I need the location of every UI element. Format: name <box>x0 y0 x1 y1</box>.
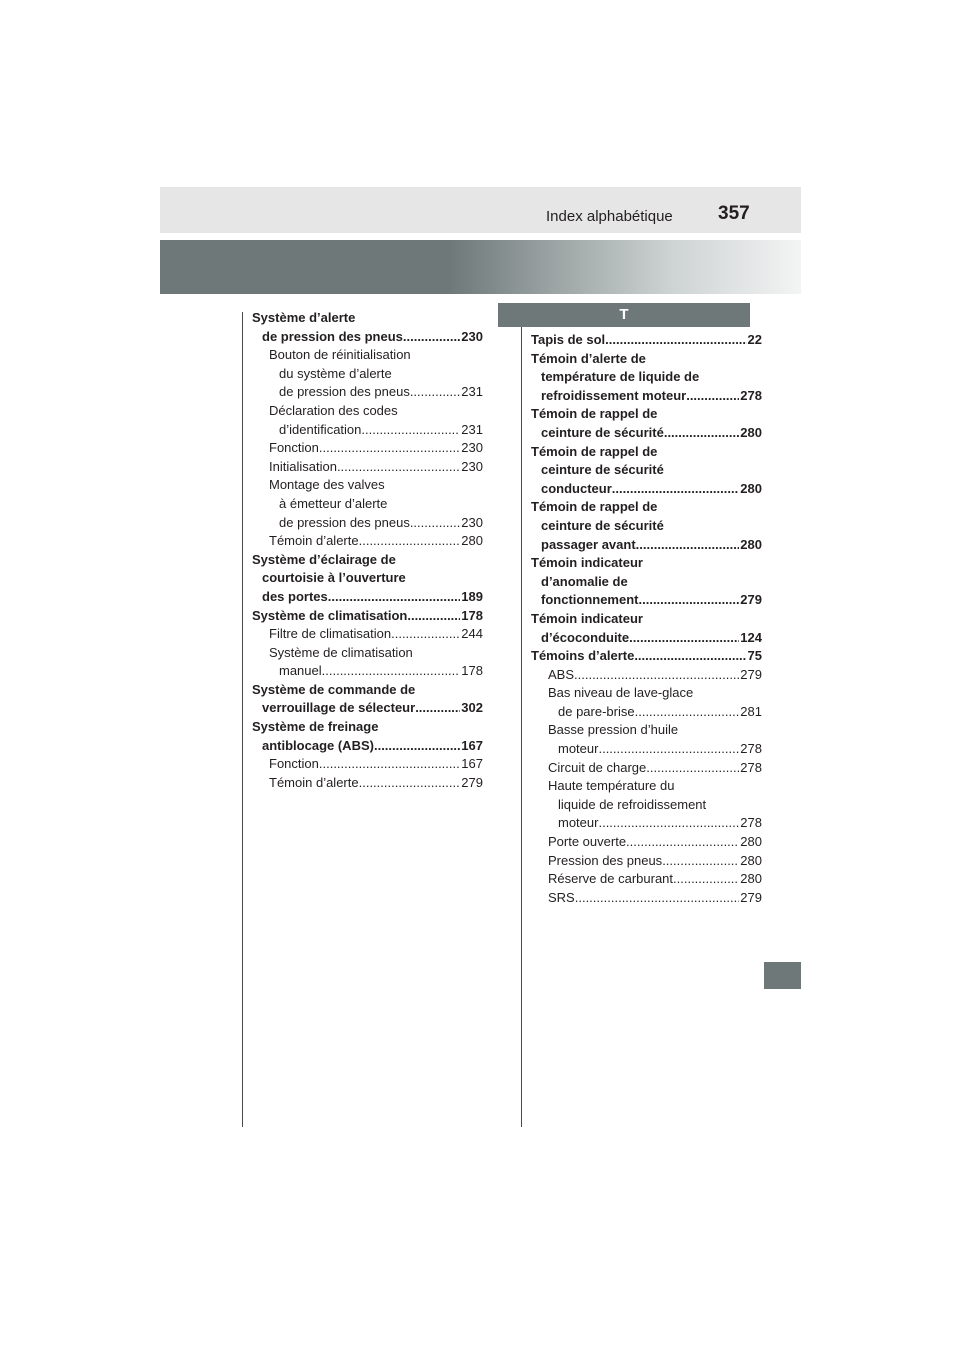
index-entry-text: fonctionnement <box>541 592 639 608</box>
index-entry-line: Déclaration des codes <box>269 402 398 418</box>
index-page-ref: 244 <box>461 626 483 642</box>
index-page-ref: 178 <box>461 663 483 679</box>
index-subentry <box>252 532 483 551</box>
header-bar <box>160 187 801 233</box>
index-entry-line: Témoin de rappel de <box>531 499 658 515</box>
index-page-ref: 178 <box>461 607 483 623</box>
index-page-ref: 280 <box>461 533 483 549</box>
index-entry-text: d’écoconduite <box>541 629 630 645</box>
index-entry-text: Circuit de charge <box>548 759 647 775</box>
index-entry-line <box>252 458 483 477</box>
index-page-ref: 280 <box>740 871 762 887</box>
dot-leader <box>636 536 740 555</box>
dot-leader <box>319 755 460 774</box>
index-entry-line: Système de freinage <box>252 719 379 735</box>
index-entry-text: refroidissement moteur <box>541 387 687 403</box>
index-entry <box>531 498 762 554</box>
index-entry-text: Filtre de climatisation <box>269 626 392 642</box>
dot-leader <box>337 458 460 477</box>
index-page-ref: 189 <box>461 588 483 604</box>
dot-leader <box>415 699 460 718</box>
dot-leader <box>635 703 740 722</box>
index-page-ref: 231 <box>461 384 483 400</box>
index-entry-line: d’anomalie de <box>541 573 628 589</box>
index-entry-line <box>252 774 483 793</box>
index-entry-line: Système de commande de <box>252 681 416 697</box>
index-entry-line: Système de climatisation <box>269 644 413 660</box>
dot-leader <box>322 662 461 681</box>
header-gradient-band <box>160 240 801 294</box>
index-entry-line <box>531 740 762 759</box>
left-column-rule <box>242 312 243 1127</box>
page-number: 357 <box>718 203 750 224</box>
index-entry-text: Témoin d’alerte <box>269 533 359 549</box>
index-entry-line: Témoin indicateur <box>531 610 643 626</box>
index-subentry <box>531 666 762 685</box>
index-entry <box>531 647 762 666</box>
dot-leader <box>639 591 740 610</box>
index-entry-text: Tapis de sol <box>531 332 606 347</box>
middle-column-rule <box>521 312 522 1127</box>
index-page-ref: 167 <box>461 756 483 772</box>
index-entry-text: Réserve de carburant <box>548 871 674 887</box>
index-subentry <box>252 476 483 532</box>
index-subentry <box>531 777 762 833</box>
index-subentry <box>531 759 762 778</box>
index-entry-line <box>252 439 483 458</box>
index-page-ref: 22 <box>747 332 762 347</box>
index-entry-line: Bas niveau de lave-glace <box>548 685 694 701</box>
index-page-ref: 279 <box>740 592 762 608</box>
dot-leader <box>328 588 461 607</box>
index-subentry <box>252 346 483 402</box>
section-letter-header: T <box>498 303 750 327</box>
index-entry-text: moteur <box>558 741 599 757</box>
index-entry-line <box>531 647 762 666</box>
index-page-ref: 279 <box>740 666 762 682</box>
index-entry-line <box>252 662 483 681</box>
index-entry-text: moteur <box>558 815 599 831</box>
index-column-right <box>531 331 762 907</box>
index-entry-line: Témoin indicateur <box>531 555 643 571</box>
dot-leader <box>359 532 461 551</box>
index-page-ref: 75 <box>747 648 762 664</box>
index-entry-line: Système d’éclairage de <box>252 551 396 567</box>
index-page-ref: 278 <box>740 815 762 831</box>
index-page-ref: 231 <box>461 421 483 437</box>
index-entry-line: Montage des valves <box>269 477 385 493</box>
index-entry-line <box>252 383 483 402</box>
index-entry-text: ceinture de sécurité <box>541 424 664 440</box>
index-entry-text: Système de climatisation <box>252 607 408 623</box>
index-page-ref: 278 <box>740 741 762 757</box>
index-entry-line: courtoisie à l’ouverture <box>262 570 406 586</box>
index-entry-text: Porte ouverte <box>548 834 627 850</box>
index-entry-line <box>531 331 762 350</box>
index-entry-line <box>531 889 762 908</box>
index-entry <box>252 551 483 607</box>
index-entry-text: de pression des pneus <box>279 514 410 530</box>
index-entry-text: Fonction <box>269 756 319 772</box>
index-entry <box>252 681 483 718</box>
index-entry-line <box>531 629 762 648</box>
index-entry <box>252 718 483 755</box>
index-entry-line <box>531 870 762 889</box>
index-entry-line <box>531 424 762 443</box>
index-entry <box>531 610 762 647</box>
index-page-ref: 279 <box>461 774 483 790</box>
dot-leader <box>361 421 460 440</box>
index-entry-text: passager avant <box>541 536 636 552</box>
index-entry-line <box>531 387 762 406</box>
page-title: Index alphabétique <box>546 208 673 225</box>
index-entry <box>252 607 483 626</box>
index-entry-text: Pression des pneus <box>548 852 663 868</box>
dot-leader <box>662 852 739 871</box>
index-page-ref: 279 <box>740 889 762 905</box>
index-subentry <box>531 721 762 758</box>
dot-leader <box>673 870 739 889</box>
index-entry-line <box>531 591 762 610</box>
dot-leader <box>575 889 740 908</box>
index-entry <box>531 554 762 610</box>
index-entry-line <box>252 532 483 551</box>
index-subentry <box>531 889 762 908</box>
index-page-ref: 280 <box>740 480 762 496</box>
index-entry <box>531 331 762 350</box>
index-entry-line <box>252 625 483 644</box>
index-entry-line: Témoin d’alerte de <box>531 350 646 366</box>
dot-leader <box>391 625 460 644</box>
index-entry-text: Fonction <box>269 440 319 456</box>
index-subentry <box>252 439 483 458</box>
dot-leader <box>634 647 746 666</box>
index-entry <box>531 443 762 499</box>
index-entry-line <box>531 666 762 685</box>
index-page-ref: 230 <box>461 440 483 456</box>
index-subentry <box>252 644 483 681</box>
index-entry-text: verrouillage de sélecteur <box>262 700 416 716</box>
index-page-ref: 230 <box>461 514 483 530</box>
index-subentry <box>252 774 483 793</box>
index-entry-line: à émetteur d’alerte <box>279 495 388 511</box>
dot-leader <box>410 514 460 533</box>
index-entry-text: de pression des pneus <box>262 328 403 344</box>
index-entry-text: Initialisation <box>269 458 337 474</box>
index-subentry <box>531 870 762 889</box>
index-page-ref: 278 <box>740 387 762 403</box>
index-page-ref: 280 <box>740 536 762 552</box>
dot-leader <box>403 328 460 347</box>
dot-leader <box>359 774 461 793</box>
index-subentry <box>252 458 483 477</box>
dot-leader <box>598 740 739 759</box>
chapter-tab <box>764 962 801 989</box>
index-entry-text: Témoins d’alerte <box>531 648 635 664</box>
index-entry-line <box>252 737 483 756</box>
index-entry-line <box>531 536 762 555</box>
index-entry-text: de pression des pneus <box>279 384 410 400</box>
dot-leader <box>319 439 460 458</box>
index-page-ref: 302 <box>461 700 483 716</box>
index-column-left <box>252 309 483 792</box>
index-entry-line: température de liquide de <box>541 369 700 385</box>
index-entry-text: manuel <box>279 663 322 679</box>
index-page-ref: 280 <box>740 834 762 850</box>
index-page-ref: 230 <box>461 458 483 474</box>
dot-leader <box>407 607 460 626</box>
index-page-ref: 167 <box>461 737 483 753</box>
index-entry-line: Bouton de réinitialisation <box>269 347 411 363</box>
index-entry <box>531 350 762 406</box>
index-page-ref: 280 <box>740 424 762 440</box>
index-entry-line: ceinture de sécurité <box>541 462 664 478</box>
index-subentry <box>252 755 483 774</box>
index-entry-text: Témoin d’alerte <box>269 774 359 790</box>
index-entry-line <box>531 759 762 778</box>
index-subentry <box>531 852 762 871</box>
dot-leader <box>664 424 739 443</box>
index-entry-line <box>531 480 762 499</box>
index-entry-line <box>252 328 483 347</box>
index-entry-text: des portes <box>262 588 328 604</box>
index-page-ref: 124 <box>740 629 762 645</box>
index-subentry <box>531 833 762 852</box>
index-entry-line <box>252 514 483 533</box>
index-entry-line: Basse pression d’huile <box>548 722 679 738</box>
index-entry-text: ABS <box>548 666 575 682</box>
index-entry-line <box>531 814 762 833</box>
index-page-ref: 278 <box>740 759 762 775</box>
index-entry <box>531 405 762 442</box>
dot-leader <box>410 383 460 402</box>
index-entry-text: antiblocage (ABS) <box>262 737 374 753</box>
dot-leader <box>686 387 739 406</box>
dot-leader <box>612 480 740 499</box>
index-entry-line: Témoin de rappel de <box>531 443 658 459</box>
index-entry-line <box>531 703 762 722</box>
index-subentry <box>252 402 483 439</box>
index-entry-line <box>252 755 483 774</box>
index-entry-line <box>252 588 483 607</box>
dot-leader <box>374 737 460 756</box>
dot-leader <box>646 759 739 778</box>
dot-leader <box>598 814 739 833</box>
index-entry-line: liquide de refroidissement <box>558 796 707 812</box>
index-entry-line <box>531 833 762 852</box>
index-subentry <box>252 625 483 644</box>
index-entry-line <box>252 421 483 440</box>
index-page-ref: 280 <box>740 852 762 868</box>
index-entry-text: de pare-brise <box>558 703 635 719</box>
index-entry-line <box>531 852 762 871</box>
index-page-ref: 230 <box>461 328 483 344</box>
index-entry-text: conducteur <box>541 480 612 496</box>
index-entry-line <box>252 699 483 718</box>
index-entry-line: Système d’alerte <box>252 310 356 325</box>
dot-leader <box>605 331 746 350</box>
index-page-ref: 281 <box>740 703 762 719</box>
index-subentry <box>531 684 762 721</box>
index-entry-line: du système d’alerte <box>279 365 392 381</box>
index-entry-line: Témoin de rappel de <box>531 406 658 422</box>
dot-leader <box>626 833 739 852</box>
index-entry <box>252 309 483 346</box>
index-entry-text: d’identification <box>279 421 362 437</box>
dot-leader <box>574 666 739 685</box>
dot-leader <box>629 629 739 648</box>
index-entry-line <box>252 607 483 626</box>
index-entry-line: Haute température du <box>548 778 675 794</box>
index-entry-line: ceinture de sécurité <box>541 517 664 533</box>
index-entry-text: SRS <box>548 889 575 905</box>
